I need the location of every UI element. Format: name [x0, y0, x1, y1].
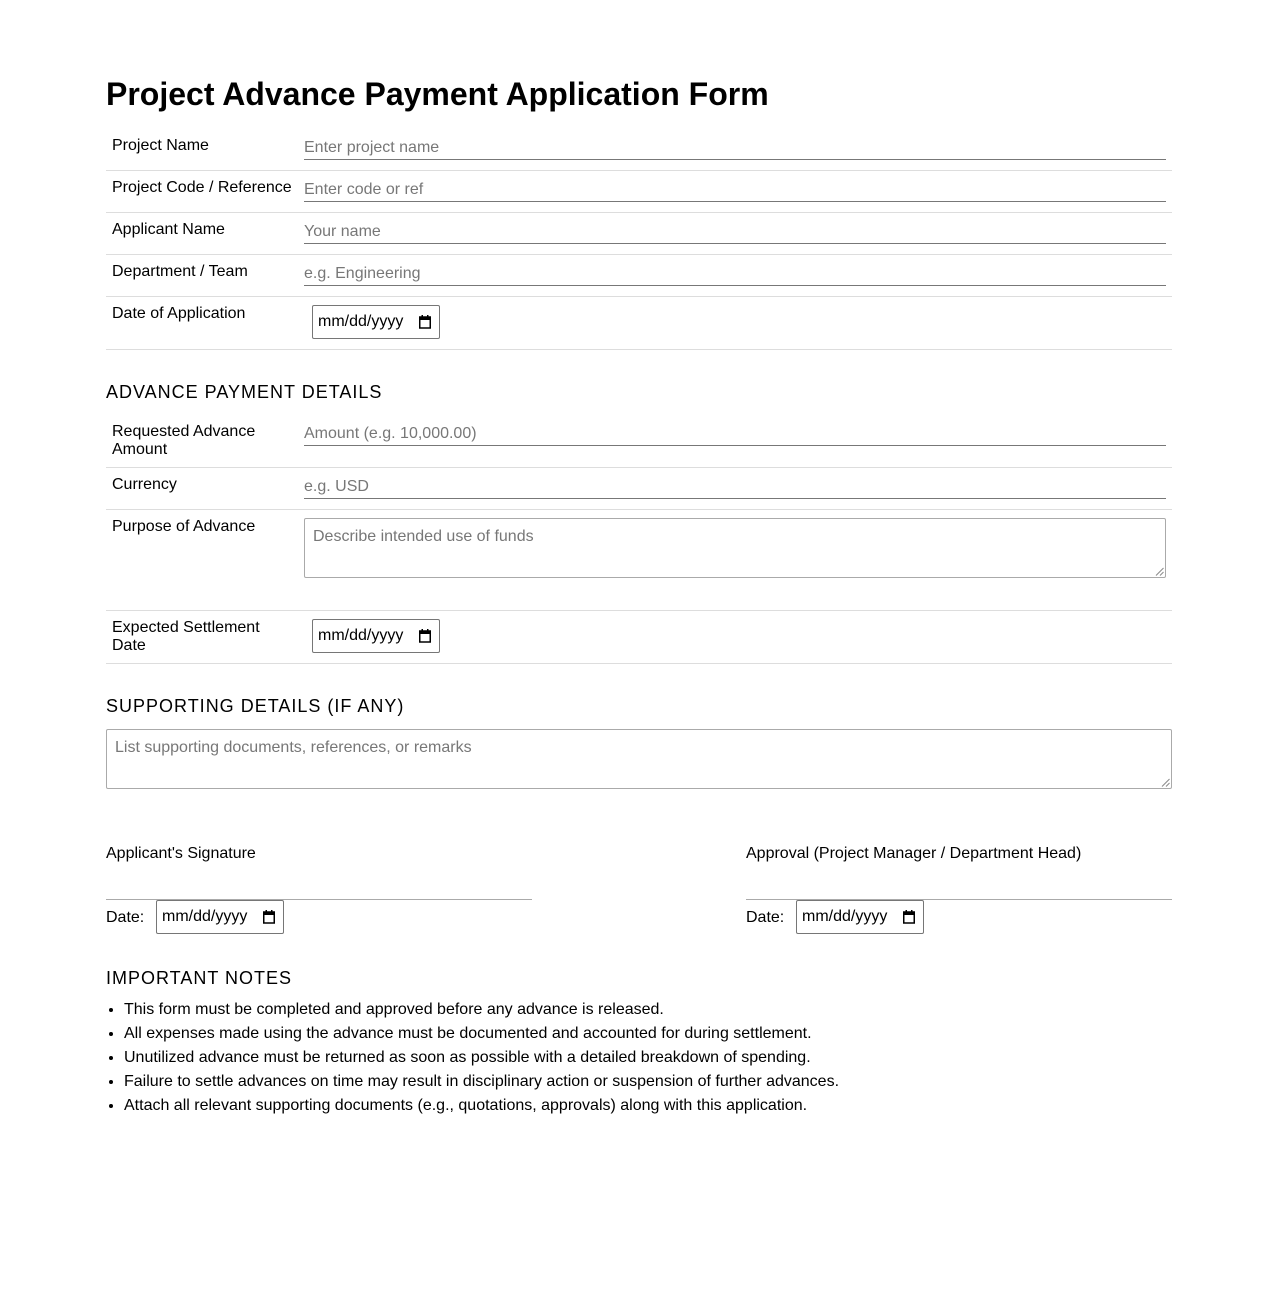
applicant-signature-label: Applicant's Signature — [106, 845, 256, 862]
approval-date-input[interactable] — [796, 900, 924, 934]
requested-amount-label: Requested Advance Amount — [112, 423, 256, 458]
department-row — [106, 254, 1172, 297]
list-item: • Failure to settle advances on time may result in disciplinary action or suspension of further advances. — [124, 1070, 1164, 1094]
project-name-input[interactable] — [304, 137, 1166, 160]
application-date-label: Date of Application — [112, 305, 246, 322]
supporting-placeholder: List supporting documents, references, or remarks — [115, 739, 472, 756]
supporting-section-heading: SUPPORTING DETAILS (IF ANY) — [106, 696, 405, 716]
resize-grip-icon[interactable] — [1155, 567, 1164, 576]
application-date-row — [106, 296, 1172, 350]
project-name-label: Project Name — [112, 137, 209, 154]
calendar-icon[interactable] — [903, 910, 915, 924]
project-name-row — [106, 128, 1172, 171]
settlement-date-row — [106, 610, 1172, 664]
applicant-name-row — [106, 212, 1172, 255]
approval-signature-label: Approval (Project Manager / Department Head) — [746, 845, 1082, 862]
purpose-placeholder: Describe intended use of funds — [313, 528, 534, 545]
notes-list — [106, 998, 1164, 1118]
applicant-date-label: Date: — [106, 909, 145, 926]
project-code-input[interactable] — [304, 179, 1166, 202]
calendar-icon[interactable] — [419, 315, 431, 329]
currency-row — [106, 467, 1172, 510]
application-date-value: mm/dd/yyyy — [318, 313, 404, 330]
purpose-label: Purpose of Advance — [112, 518, 256, 535]
currency-input[interactable] — [304, 476, 1166, 499]
purpose-textarea[interactable] — [304, 518, 1166, 578]
application-date-input[interactable] — [312, 305, 440, 339]
page-title: Project Advance Payment Application Form — [106, 76, 769, 112]
currency-label: Currency — [112, 476, 177, 493]
settlement-date-value: mm/dd/yyyy — [318, 627, 404, 644]
project-code-label: Project Code / Reference — [112, 179, 292, 196]
project-code-row — [106, 170, 1172, 213]
resize-grip-icon[interactable] — [1161, 778, 1170, 787]
settlement-date-input[interactable] — [312, 619, 440, 653]
applicant-date-value: mm/dd/yyyy — [162, 908, 248, 925]
list-item: • All expenses made using the advance must be documented and accounted for during settlement. — [124, 1022, 1164, 1046]
list-item: • This form must be completed and approved before any advance is released. — [124, 998, 1164, 1022]
approval-date-value: mm/dd/yyyy — [802, 908, 888, 925]
applicant-name-label: Applicant Name — [112, 221, 225, 238]
notes-heading: IMPORTANT NOTES — [106, 968, 293, 988]
calendar-icon[interactable] — [419, 629, 431, 643]
list-item: • Attach all relevant supporting documents (e.g., quotations, approvals) along with this application. — [124, 1094, 1164, 1118]
purpose-row — [106, 509, 1172, 611]
requested-amount-input[interactable] — [304, 423, 1166, 446]
calendar-icon[interactable] — [263, 910, 275, 924]
settlement-date-label: Expected Settlement Date — [112, 619, 260, 654]
department-input[interactable] — [304, 263, 1166, 286]
list-item: • Unutilized advance must be returned as soon as possible with a detailed breakdown of spending. — [124, 1046, 1164, 1070]
applicant-name-input[interactable] — [304, 221, 1166, 244]
advance-section-heading: ADVANCE PAYMENT DETAILS — [106, 382, 383, 402]
requested-amount-row — [106, 414, 1172, 468]
approval-date-label: Date: — [746, 909, 785, 926]
applicant-date-input[interactable] — [156, 900, 284, 934]
department-label: Department / Team — [112, 263, 248, 280]
supporting-textarea[interactable] — [106, 729, 1172, 789]
